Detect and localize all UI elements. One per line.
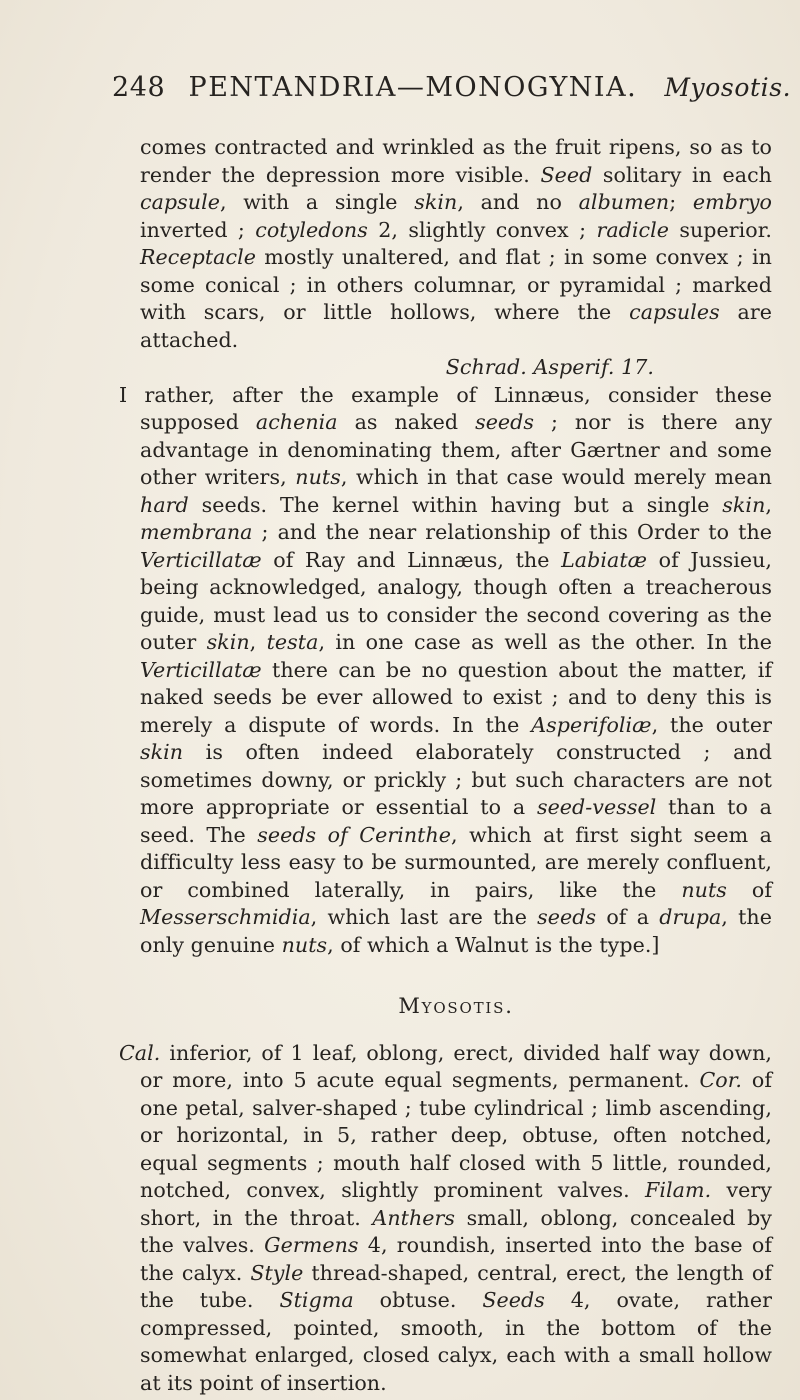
term-radicle: radicle (596, 217, 669, 242)
text-run: are attached. (140, 300, 772, 352)
text-run: seeds. The kernel within having but a single (188, 492, 723, 517)
text-run: very short, in the throat. (140, 1178, 772, 1230)
term-corolla: Cor. (699, 1068, 742, 1092)
term-verticillatae: Verticillatæ (140, 547, 262, 572)
term-achenia: achenia (255, 410, 338, 434)
text-run: 2, slightly convex ; (367, 217, 597, 242)
term-skin: skin (140, 740, 184, 764)
term-membrana: membrana (140, 520, 253, 544)
term-cotyledons: cotyledons (255, 217, 368, 242)
text-run: , with a single (219, 190, 415, 214)
page-number: 248 (112, 72, 166, 103)
text-run: of Jussieu, being acknowledged, analogy, though often a treacherous guide, must lead us to consider the second covering as the outer (140, 547, 773, 654)
term-asperifoliae: Asperifoliæ (531, 712, 652, 737)
text-run: 4, ovate, rather compressed, pointed, smooth, in the bottom of the somewhat enlarged, closed calyx, each with a small hollow at its point of insertion. (140, 1288, 772, 1395)
text-run: , (249, 630, 267, 654)
term-capsules: capsules (629, 300, 720, 324)
term-seed-vessel: seed-vessel (536, 795, 657, 819)
text-run: ; (669, 190, 693, 214)
text-run: inverted ; (140, 217, 256, 242)
paragraph-fruit (140, 134, 772, 354)
term-skin: skin (722, 492, 766, 517)
text-run: I rather, after the example of Linnæus, consider these supposed (119, 382, 772, 434)
text-run: than to a seed. The (140, 795, 773, 847)
text-run: of a (596, 905, 660, 929)
section-heading: Myosotis. (398, 994, 514, 1018)
term-seed: Seed (540, 162, 593, 187)
text-run: , the only genuine (140, 905, 772, 957)
citation-line (140, 354, 772, 382)
term-verticillatae: Verticillatæ (140, 657, 262, 682)
text-run: , which last are the (310, 905, 538, 929)
term-capsule: capsule (140, 190, 220, 214)
text-run: small, oblong, concealed by the valves. (140, 1205, 772, 1257)
term-nuts: nuts (281, 932, 328, 957)
text-run: inferior, of 1 leaf, oblong, erect, divided half way down, or more, into 5 acute equal segments, permanent. (140, 1040, 772, 1092)
text-run: , (765, 492, 772, 517)
term-style: Style (250, 1260, 304, 1285)
text-run: as naked (337, 410, 476, 434)
text-run: comes contracted and wrinkled as the fruit ripens, so as to render the depression more visible. (140, 135, 772, 187)
text-run: mostly unaltered, and flat ; in some convex ; in some conical ; in others columnar, or pyramidal ; marked with scars, or little hollows, where the (140, 245, 772, 324)
term-drupa: drupa (659, 905, 722, 929)
term-hard: hard (140, 492, 189, 517)
term-albumen: albumen (578, 190, 670, 214)
text-run: , in one case as well as the other. In the (318, 630, 772, 654)
term-seeds: seeds (537, 905, 597, 929)
paragraph-commentary (119, 382, 773, 960)
head-title: PENTANDRIA—MONOGYNIA. (188, 72, 638, 103)
term-filaments: Filam. (645, 1178, 712, 1202)
term-skin: skin (206, 630, 250, 654)
body-text (119, 134, 773, 1397)
term-receptacle: Receptacle (140, 245, 256, 269)
term-seeds: Seeds (482, 1288, 545, 1312)
term-anthers: Anthers (372, 1205, 456, 1230)
text-run: , the outer (651, 712, 773, 737)
paragraph-genus-description (119, 1040, 773, 1398)
running-head (112, 72, 792, 103)
text-run: , of which a Walnut is the type.] (327, 932, 660, 957)
text-run: obtuse. (353, 1288, 483, 1312)
term-nuts: nuts (681, 877, 727, 902)
term-stigma: Stigma (279, 1288, 354, 1312)
text-run: superior. (669, 217, 772, 242)
term-testa: testa (266, 630, 319, 654)
text-run: solitary in each (592, 162, 772, 187)
citation: Schrad. Asperif. 17. (445, 355, 654, 379)
text-run: , which in that case would merely mean (340, 465, 772, 489)
text-run: of (726, 877, 773, 902)
text-run: , which at first sight seem a difficulty less easy to be surmounted, are merely confluent, or combined laterally, in pairs, like the (140, 822, 773, 902)
text-run: there can be no question about the matter, if naked seeds be ever allowed to exist ; and to deny this is merely a dispute of words. In the (140, 657, 772, 737)
term-seeds: seeds (475, 410, 535, 434)
term-embryo: embryo (692, 190, 772, 214)
term-nuts: nuts (295, 465, 341, 489)
term-seeds-of-cerinthe: seeds of Cerinthe (257, 822, 452, 847)
text-run: of Ray and Linnæus, the (261, 547, 562, 572)
term-calyx: Cal. (119, 1040, 161, 1065)
term-labiatae: Labiatæ (561, 547, 648, 572)
term-messerschmidia: Messerschmidia (140, 905, 311, 929)
text-run: , and no (457, 190, 579, 214)
text-run: thread-shaped, central, erect, the length of the tube. (140, 1260, 772, 1312)
text-run: is often indeed elaborately constructed ; and sometimes downy, or prickly ; but such characters are not more appropriate or essential to a (140, 740, 772, 819)
term-germens: Germens (264, 1233, 359, 1257)
text-run: 4, roundish, inserted into the base of the calyx. (140, 1233, 772, 1285)
text-run: ; nor is there any advantage in denominating them, after Gærtner and some other writers, (140, 410, 773, 489)
term-skin: skin (414, 190, 458, 214)
text-run: of one petal, salver-shaped ; tube cylindrical ; limb ascending, or horizontal, in 5, rather deep, obtuse, often notched, equal segments ; mouth half closed with 5 little, rounded, notched, convex, slightly prominent valves. (140, 1068, 773, 1202)
text-run: ; and the near relationship of this Order to the (252, 520, 772, 544)
head-genus: Myosotis. (664, 73, 792, 102)
